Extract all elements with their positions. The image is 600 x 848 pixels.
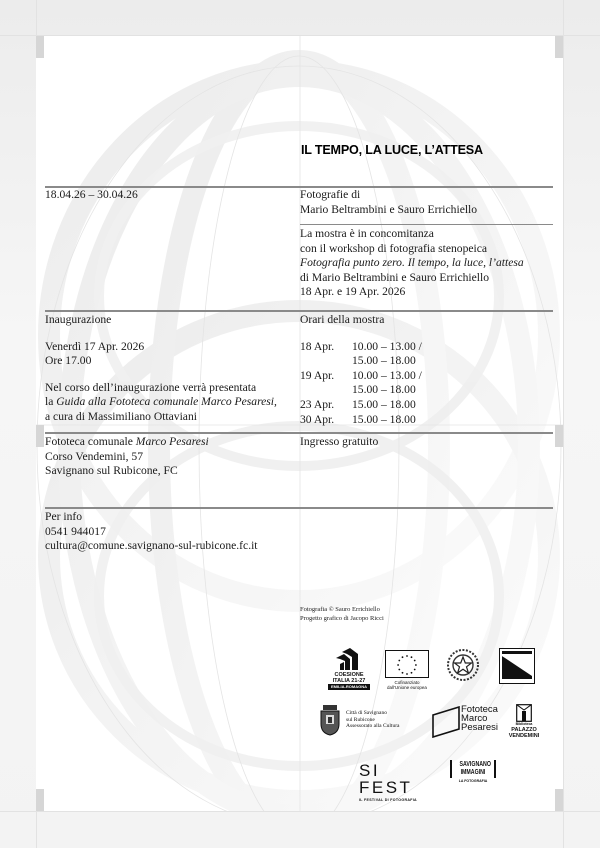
- inauguration-note: la Guida alla Fototeca comunale Marco Pesaresi,: [45, 395, 277, 409]
- photo-credit: Fotografia © Sauro Errichiello: [300, 606, 380, 613]
- divider-workshop: [300, 224, 553, 225]
- venue-city: Savignano sul Rubicone, FC: [45, 464, 178, 478]
- divider-3: [45, 432, 553, 434]
- venue-name: Fototeca comunale Marco Pesaresi: [45, 435, 209, 448]
- opening-hours-block: [300, 313, 422, 427]
- logo-coesione-italia: [328, 648, 370, 690]
- region-emblem-icon: [499, 648, 535, 684]
- coesione-text: EMILIA-ROMAGNA: [328, 684, 370, 690]
- contact-email[interactable]: cultura@comune.savignano-sul-rubicone.fc.it: [45, 539, 258, 553]
- sifest-name: SI FEST: [359, 761, 413, 797]
- coesione-text: ITALIA 21-27: [332, 678, 366, 684]
- logo-eu-cofunded: [385, 650, 429, 690]
- exhibition-title: IL TEMPO, LA LUCE, L’ATTESA: [301, 143, 483, 157]
- republic-emblem-icon: [445, 646, 481, 686]
- workshop-line: di Mario Beltrambini e Sauro Errichiello: [300, 270, 489, 284]
- biblioteca-text: Biblioteca: [515, 722, 533, 726]
- hours-row: 23 Apr. 15.00 – 18.00: [300, 397, 416, 411]
- fototeca-text: Pesaresi: [461, 722, 498, 733]
- logo-biblioteca-palazzo-vendemini: [505, 704, 543, 739]
- logo-emilia-romagna-region: [499, 648, 535, 684]
- sifest-tagline: IL FESTIVAL DI FOTOGRAFIA: [359, 798, 417, 802]
- logo-fototeca-marco-pesaresi: [432, 706, 498, 738]
- admission-info: Ingresso gratuito: [300, 435, 379, 448]
- divider-4: [45, 507, 553, 509]
- crop-line-right: [563, 0, 564, 848]
- divider-2: [45, 310, 553, 312]
- logo-savignano-immagini: [450, 760, 496, 783]
- registration-tab: [555, 425, 563, 447]
- logo-comune-savignano: [318, 704, 424, 736]
- venue-street: Corso Vendemini, 57: [45, 449, 144, 463]
- registration-tab: [555, 789, 563, 811]
- inauguration-note: a cura di Massimiliano Ottaviani: [45, 409, 197, 423]
- fototeca-text: Marco: [461, 713, 488, 724]
- coat-of-arms-icon: [318, 704, 342, 736]
- hours-row: 15.00 – 18.00: [352, 354, 416, 368]
- inauguration-note: Nel corso dell’inaugurazione verrà presentata: [45, 380, 257, 394]
- fototeca-text: Fototeca: [461, 704, 498, 715]
- savignano-immagini-text: LA FOTOGRAFIA: [458, 779, 488, 783]
- registration-tab: [36, 789, 44, 811]
- credits: [300, 605, 384, 623]
- biblioteca-text: VENDEMINI: [508, 733, 540, 739]
- savignano-immagini-text: IMMAGINI: [460, 769, 486, 776]
- contact-phone[interactable]: 0541 944017: [45, 524, 106, 538]
- eu-flag-icon: [385, 650, 429, 678]
- eu-text: Cofinanziato: [394, 680, 420, 685]
- fototeca-frame-icon: [432, 706, 460, 738]
- workshop-title: Fotografia punto zero. Il tempo, la luce, l’attesa: [300, 256, 524, 270]
- inauguration-block: [45, 313, 277, 425]
- hours-row: 18 Apr. 10.00 – 13.00 /: [300, 339, 422, 353]
- workshop-dates: 18 Apr. e 19 Apr. 2026: [300, 285, 406, 299]
- comune-text: sul Rubicone: [346, 716, 375, 723]
- inauguration-date: Venerdì 17 Apr. 2026: [45, 339, 145, 353]
- poster: [36, 36, 563, 811]
- hours-row: 15.00 – 18.00: [352, 383, 416, 397]
- workshop-line: con il workshop di fotografia stenopeica: [300, 241, 488, 255]
- coesione-icon: [328, 648, 370, 672]
- photographers-names: Mario Beltrambini e Sauro Errichiello: [300, 202, 478, 216]
- registration-tab: [555, 36, 563, 58]
- photographers-label: Fotografie di: [300, 188, 361, 201]
- contact-heading: Per info: [45, 510, 83, 523]
- opening-hours-heading: Orari della mostra: [300, 313, 385, 326]
- hours-row: 19 Apr. 10.00 – 13.00 /: [300, 368, 422, 382]
- coesione-text: COESIONE: [334, 672, 364, 678]
- comune-text: Assessorato alla Cultura: [346, 723, 400, 730]
- workshop-line: La mostra è in concomitanza: [300, 227, 434, 240]
- hours-row: 30 Apr. 15.00 – 18.00: [300, 412, 416, 426]
- exhibition-dates: 18.04.26 – 30.04.26: [45, 188, 138, 201]
- workshop-block: [300, 227, 524, 300]
- inauguration-time: Ore 17.00: [45, 354, 92, 368]
- registration-tab: [36, 36, 44, 58]
- logo-italian-republic-emblem: [445, 646, 481, 686]
- design-credit: Progetto grafico di Jacopo Ricci: [300, 615, 384, 622]
- inauguration-heading: Inaugurazione: [45, 313, 112, 326]
- eu-text: dall'Unione europea: [387, 685, 427, 690]
- crop-line-bottom: [0, 811, 600, 812]
- biblioteca-text: PALAZZO: [511, 727, 537, 733]
- contact-block: [45, 510, 258, 554]
- logo-si-fest: [359, 762, 431, 802]
- savignano-immagini-text: SAVIGNANO: [459, 761, 491, 768]
- registration-tab: [36, 425, 44, 447]
- photographers-block: [300, 188, 477, 217]
- venue-block: [45, 435, 209, 479]
- library-building-icon: [516, 704, 532, 722]
- comune-text: Città di Savignano: [346, 710, 387, 717]
